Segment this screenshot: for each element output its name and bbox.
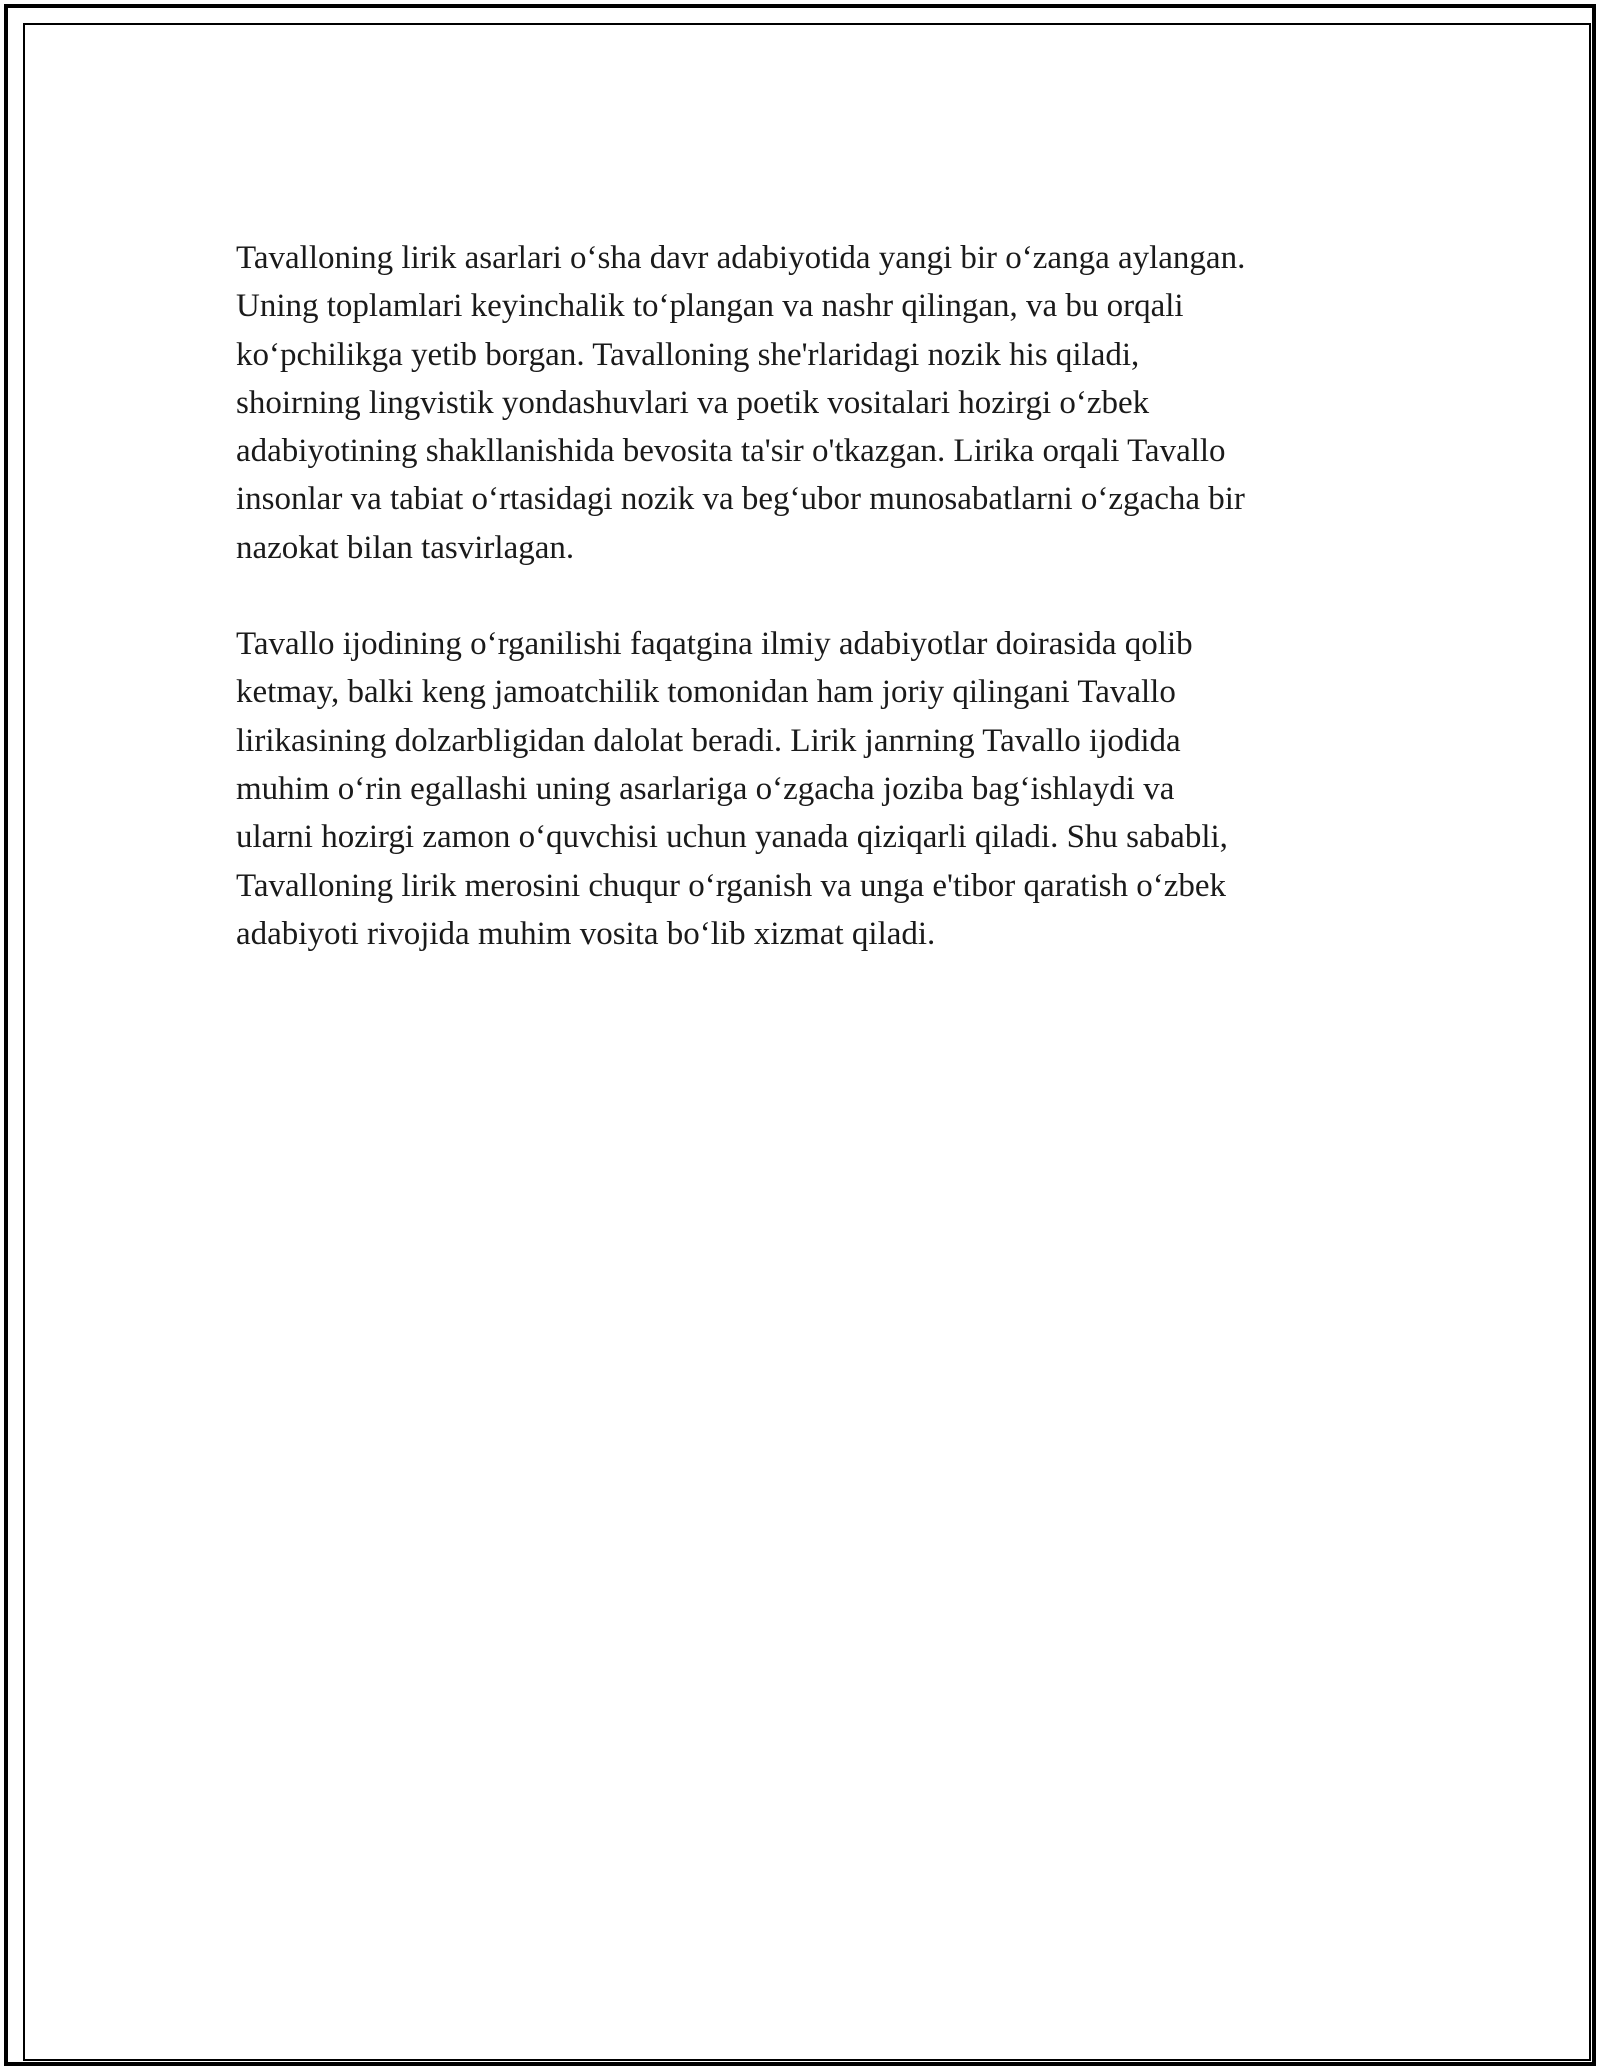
paragraph-1: Tavalloning lirik asarlari o‘sha davr adabiyotida yangi bir o‘zanga aylangan. Uning toplamlari keyinchalik to‘plangan va nashr qilingan, va bu orqali ko‘pchilikga yetib borgan. Tavalloning she'rlaridagi nozik his qiladi, shoirning lingvistik yondashuvlari va poetik vositalari hozirgi o‘zbek adabiyotining shakllanishida bevosita ta'sir o'tkazgan. Lirika orqali Tavallo insonlar va tabiat o‘rtasidagi nozik va beg‘ubor munosabatlarni o‘zgacha bir nazokat bilan tasvirlagan. bbox=[236, 240, 1246, 566]
document-body bbox=[236, 234, 1386, 958]
paragraph-2: Tavallo ijodining o‘rganilishi faqatgina ilmiy adabiyotlar doirasida qolib ketmay, balki keng jamoatchilik tomonidan ham joriy qilingani Tavallo lirikasining dolzarbligidan dalolat beradi. Lirik janrning Tavallo ijodida muhim o‘rin egallashi uning asarlariga o‘zgacha joziba bag‘ishlaydi va ularni hozirgi zamon o‘quvchisi uchun yanada qiziqarli qiladi. Shu sababli, Tavalloning lirik merosini chuqur o‘rganish va unga e'tibor qaratish o‘zbek adabiyoti rivojida muhim vosita bo‘lib xizmat qiladi. bbox=[236, 626, 1228, 952]
